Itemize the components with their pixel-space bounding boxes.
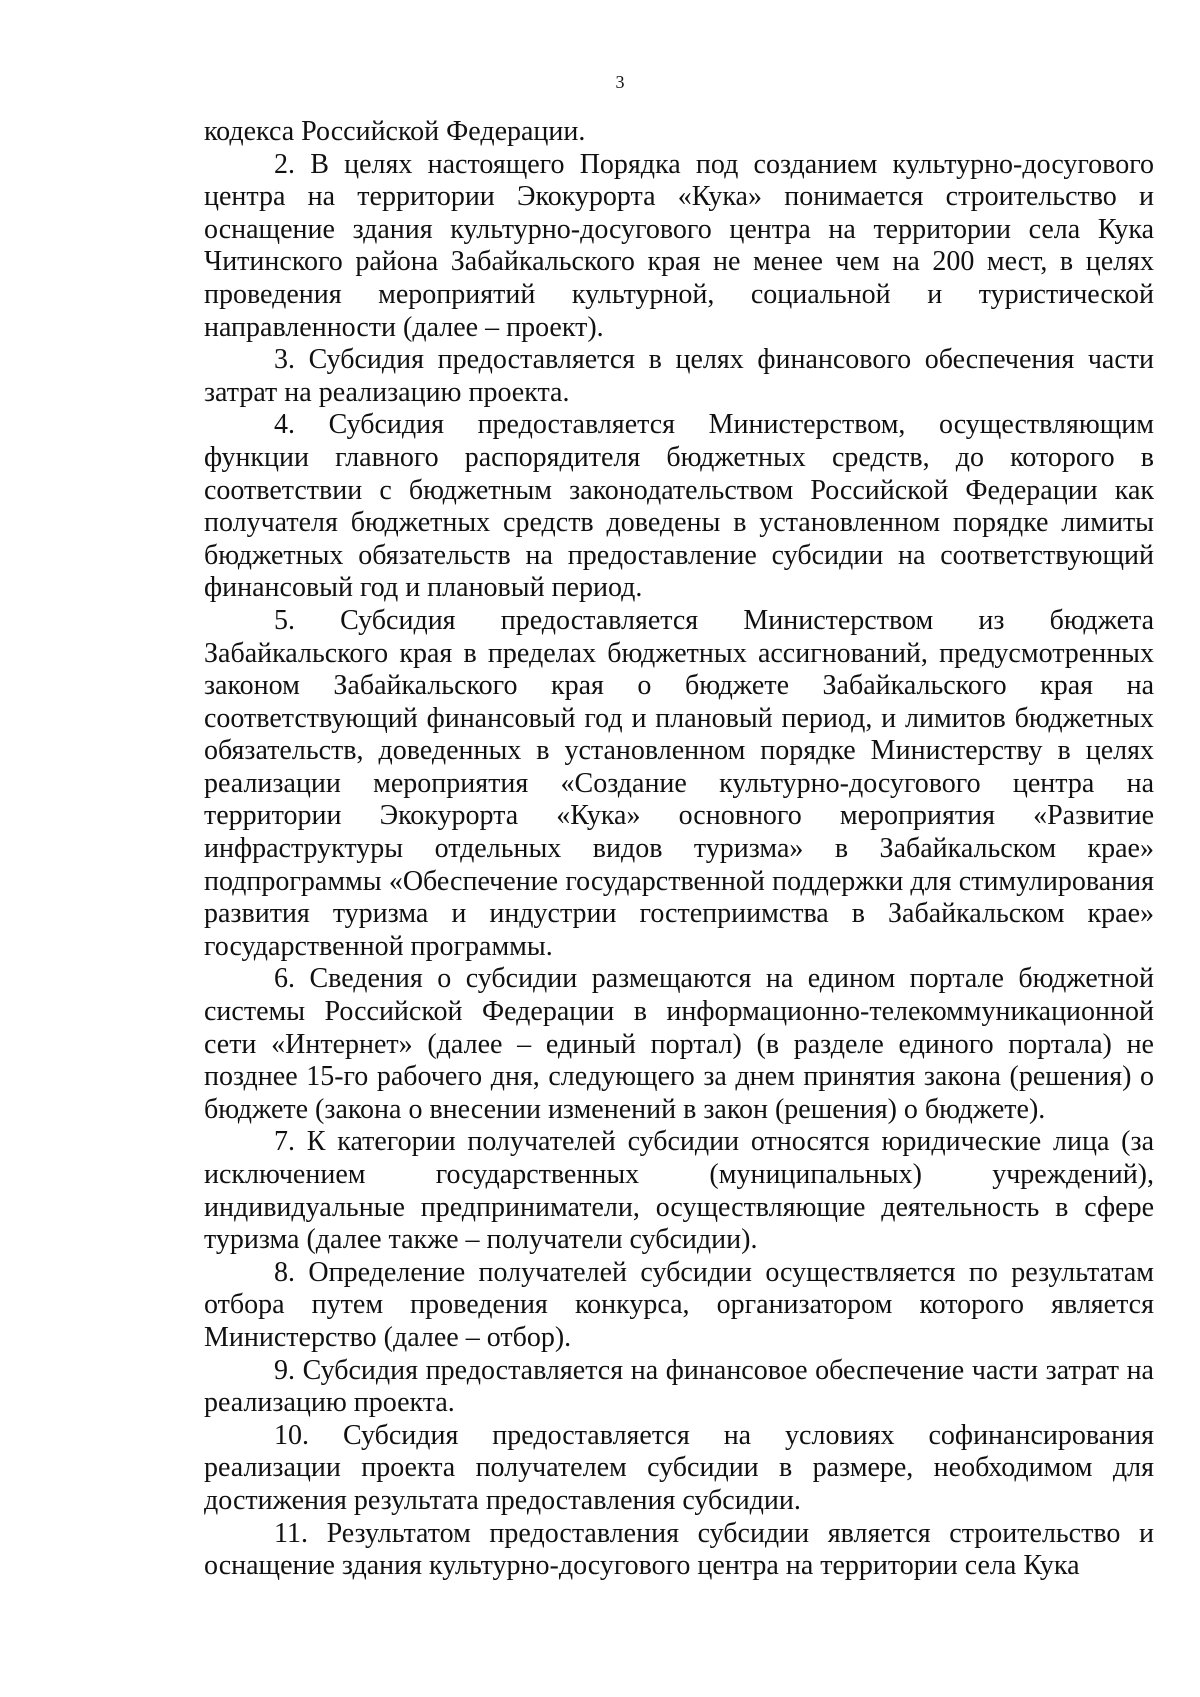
paragraph-9: 9. Субсидия предоставляется на финансовое обеспечение части затрат на реализацию проекта. xyxy=(204,1354,1154,1419)
document-body xyxy=(204,116,1154,1583)
paragraph-2: 2. В целях настоящего Порядка под созданием культурно-досугового центра на территории Экокурорта «Кука» понимается строительство и оснащение здания культурно-досугового центра на территории села Кука Читинского района Забайкальского края не менее чем на 200 мест, в целях проведения мероприятий культурной, социальной и туристической направленности (далее – проект). xyxy=(204,148,1154,343)
paragraph-3: 3. Субсидия предоставляется в целях финансового обеспечения части затрат на реализацию проекта. xyxy=(204,344,1154,408)
paragraph-continuation: кодекса Российской Федерации. xyxy=(204,116,586,147)
paragraph-5: 5. Субсидия предоставляется Министерством из бюджета Забайкальского края в пределах бюджетных ассигнований, предусмотренных законом Забайкальского края о бюджете Забайкальского края на соответствующий финансовый год и плановый период, и лимитов бюджетных обязательств, доведенных в установленном порядке Министерству в целях реализации мероприятия «Создание культурно-досугового центра на территории Экокурорта «Кука» основного мероприятия «Развитие инфраструктуры отдельных видов туризма» в Забайкальском крае» подпрограммы «Обеспечение государственной поддержки для стимулирования развития туризма и индустрии гостеприимства в Забайкальском крае» государственной программы. xyxy=(204,604,1154,962)
paragraph-7: 7. К категории получателей субсидии относятся юридические лица (за исключением государственных (муниципальных) учреждений), индивидуальные предприниматели, осуществляющие деятельность в сфере туризма (далее также – получатели субсидии). xyxy=(204,1126,1154,1256)
paragraph-6: 6. Сведения о субсидии размещаются на едином портале бюджетной системы Российской Федерации в информационно-телекоммуникационной сети «Интернет» (далее – единый портал) (в разделе единого портала) не позднее 15-го рабочего дня, следующего за днем принятия закона (решения) о бюджете (закона о внесении изменений в закон (решения) о бюджете). xyxy=(204,963,1154,1125)
paragraph-11: 11. Результатом предоставления субсидии является строительство и оснащение здания культурно-досугового центра на территории села Кука xyxy=(204,1517,1154,1582)
page-number: 3 xyxy=(615,72,625,92)
paragraph-8: 8. Определение получателей субсидии осуществляется по результатам отбора путем проведения конкурса, организатором которого является Министерство (далее – отбор). xyxy=(204,1256,1154,1353)
paragraph-4: 4. Субсидия предоставляется Министерством, осуществляющим функции главного распорядителя бюджетных средств, до которого в соответствии с бюджетным законодательством Российской Федерации как получателя бюджетных средств доведены в установленном порядке лимиты бюджетных обязательств на предоставление субсидии на соответствующий финансовый год и плановый период. xyxy=(204,409,1154,604)
paragraph-10: 10. Субсидия предоставляется на условиях софинансирования реализации проекта получателем субсидии в размере, необходимом для достижения результата предоставления субсидии. xyxy=(204,1419,1154,1516)
